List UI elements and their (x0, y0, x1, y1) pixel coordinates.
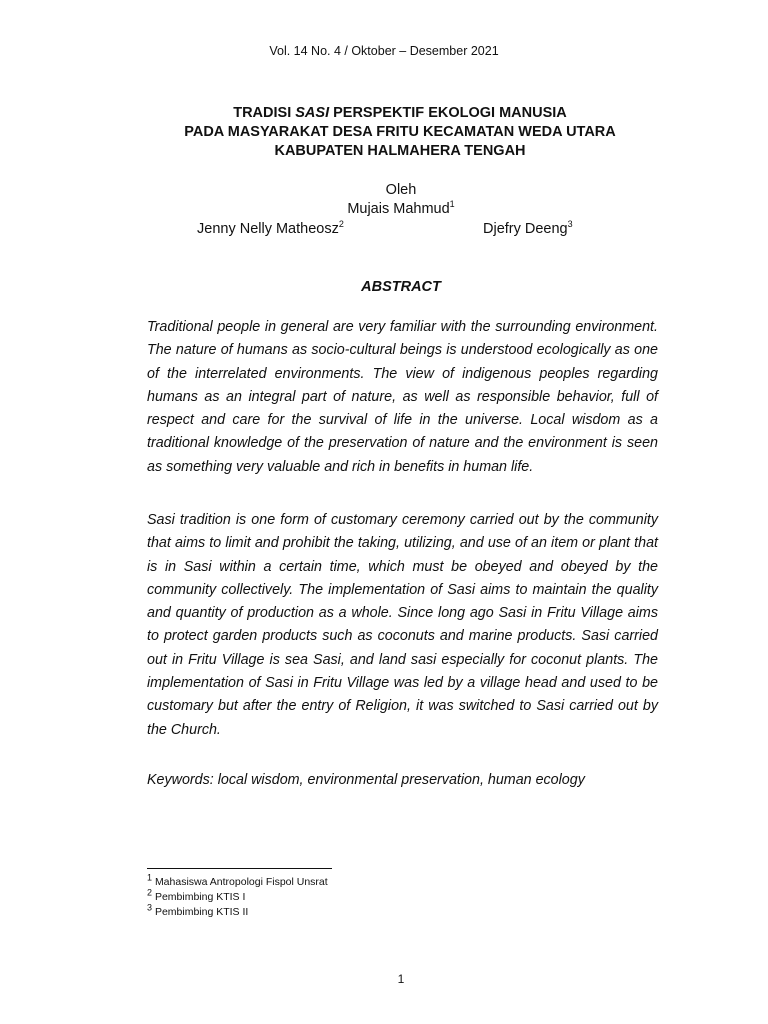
author-2-name: Jenny Nelly Matheosz (197, 221, 339, 237)
author-2 (197, 221, 344, 237)
keywords: Keywords: local wisdom, environmental preservation, human ecology (147, 772, 585, 788)
author-2-footnote-mark: 2 (338, 219, 344, 230)
footnote-3-mark: 3 (147, 902, 153, 913)
footnote-1 (147, 872, 328, 890)
journal-header: Vol. 14 No. 4 / Oktober – Desember 2021 (269, 44, 499, 58)
abstract-paragraph-2: Sasi tradition is one form of customary ceremony carried out by the community that aims to limit and prohibit the taking, utilizing, and use of an item or plant that is in Sasi within a certain time, which must be obeyed and obeyed by the community collectively. The implementation of Sasi aims to maintain the quality and quantity of production as a whole. Since long ago Sasi in Fritu Village aims to protect garden products such as coconuts and marine products. Sasi carried out in Fritu Village is sea Sasi, and land sasi especially for coconut plants. The implementation of Sasi in Fritu Village was led by a village head and used to be customary but after the entry of Religion, it was switched to Sasi carried out by the Church. (147, 512, 658, 738)
byline-oleh: Oleh (385, 182, 417, 198)
abstract-heading: ABSTRACT (361, 279, 441, 295)
footnote-1-text: Mahasiswa Antropologi Fispol Unsrat (154, 876, 328, 888)
title-line-1 (0, 104, 768, 123)
abstract-paragraph-1: Traditional people in general are very familiar with the surrounding environment. The nature of humans as socio-cultural beings is understood ecologically as one of the interrelated environments. The view of indigenous peoples regarding humans as an integral part of nature, as well as responsible behavior, full of respect and care for the survival of life in the universe. Local wisdom as a traditional knowledge of the preservation of nature and the environment is seen as something very valuable and rich in benefits in human life. (147, 319, 658, 475)
title-line-2: PADA MASYARAKAT DESA FRITU KECAMATAN WEDA UTARA (184, 124, 616, 140)
footnote-3-text: Pembimbing KTIS II (154, 906, 249, 918)
author-1-footnote-mark: 1 (449, 199, 455, 210)
footnote-divider (147, 868, 332, 869)
title-line-1-prefix: TRADISI (233, 105, 296, 121)
footnote-1-mark: 1 (147, 872, 153, 883)
title-italic-term: SASI (295, 105, 330, 121)
paper-title (0, 104, 768, 161)
author-3 (483, 221, 573, 237)
title-line-3: KABUPATEN HALMAHERA TENGAH (274, 143, 526, 159)
author-3-name: Djefry Deeng (483, 221, 568, 237)
footnote-2-text: Pembimbing KTIS I (154, 891, 246, 903)
author-3-footnote-mark: 3 (567, 219, 573, 230)
author-1-name: Mujais Mahmud (347, 201, 450, 217)
footnote-3 (147, 902, 328, 920)
footnote-2 (147, 887, 328, 905)
title-line-1-suffix: PERSPEKTIF EKOLOGI MANUSIA (329, 105, 567, 121)
footnotes (147, 872, 328, 920)
author-1 (0, 201, 768, 217)
footnote-2-mark: 2 (147, 887, 153, 898)
page-number: 1 (397, 972, 405, 986)
